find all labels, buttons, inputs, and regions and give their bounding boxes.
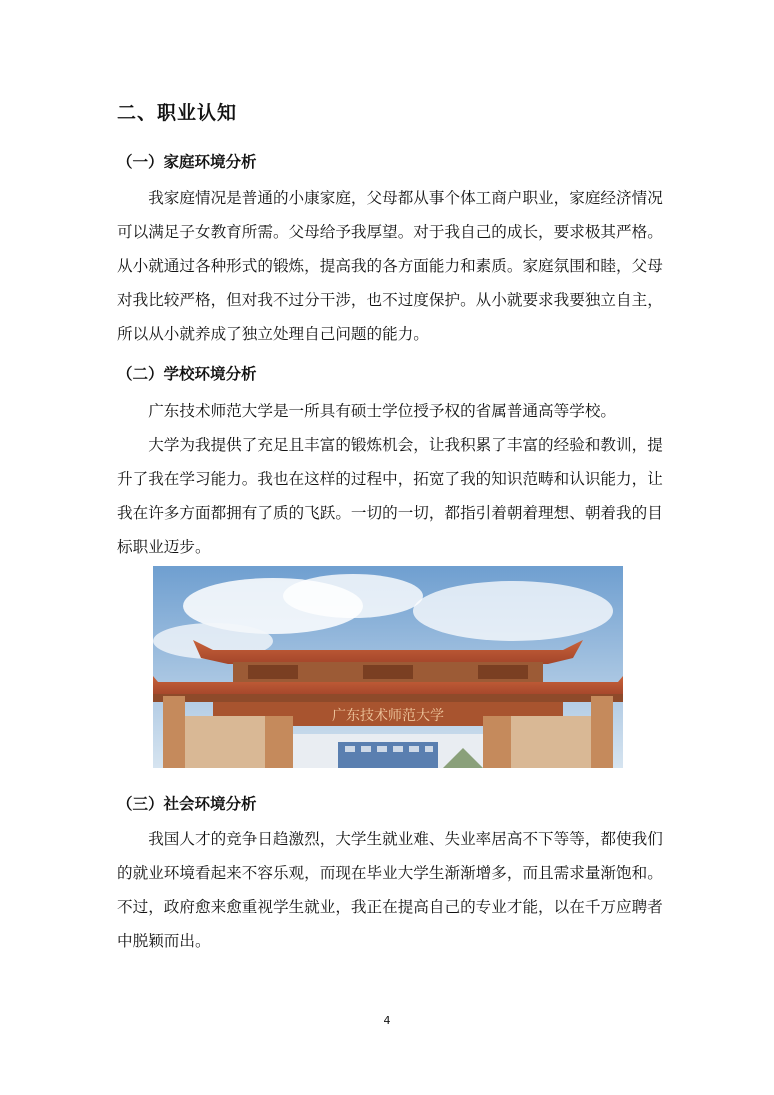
paragraph-school (117, 394, 663, 564)
paragraph-line: 中脱颖而出。 (117, 932, 211, 950)
paragraph-line: 标职业迈步。 (117, 538, 211, 556)
paragraph-line: 从小就通过各种形式的锻炼，提高我的各方面能力和素质。家庭氛围和睦，父母 (117, 257, 663, 275)
paragraph-line: 广东技术师范大学是一所具有硕士学位授予权的省属普通高等学校。 (117, 402, 617, 420)
page-number: 4 (383, 1014, 391, 1027)
paragraph-society (117, 822, 663, 958)
section-title: 二、职业认知 (117, 102, 238, 124)
paragraph-line: 我在许多方面都拥有了质的飞跃。一切的一切，都指引着朝着理想、朝着我的目 (117, 504, 663, 522)
paragraph-line: 升了我在学习能力。我也在这样的过程中，拓宽了我的知识范畴和认识能力，让 (117, 470, 663, 488)
paragraph-line: 不过，政府愈来愈重视学生就业，我正在提高自己的专业才能，以在千万应聘者 (117, 898, 663, 916)
subsection-heading-school: （二）学校环境分析 (117, 365, 257, 383)
paragraph-line: 对我比较严格，但对我不过分干涉，也不过度保护。从小就要求我要独立自主， (117, 291, 663, 309)
gate-inscription: 广东技术师范大学 (332, 708, 444, 724)
subsection-heading-society: （三）社会环境分析 (117, 795, 257, 813)
paragraph-line: 我家庭情况是普通的小康家庭，父母都从事个体工商户职业，家庭经济情况 (117, 189, 663, 207)
paragraph-line: 大学为我提供了充足且丰富的锻炼机会，让我积累了丰富的经验和教训，提 (117, 436, 663, 454)
paragraph-line: 的就业环境看起来不容乐观，而现在毕业大学生渐渐增多，而且需求量渐饱和。 (117, 864, 663, 882)
subsection-heading-family: （一）家庭环境分析 (117, 153, 257, 171)
paragraph-family (117, 181, 663, 351)
paragraph-line: 我国人才的竞争日趋激烈，大学生就业难、失业率居高不下等等，都使我们 (117, 830, 663, 848)
paragraph-line: 所以从小就养成了独立处理自己问题的能力。 (117, 325, 429, 343)
university-gate-photo (153, 566, 623, 768)
paragraph-line: 可以满足子女教育所需。父母给予我厚望。对于我自己的成长，要求极其严格。 (117, 223, 663, 241)
